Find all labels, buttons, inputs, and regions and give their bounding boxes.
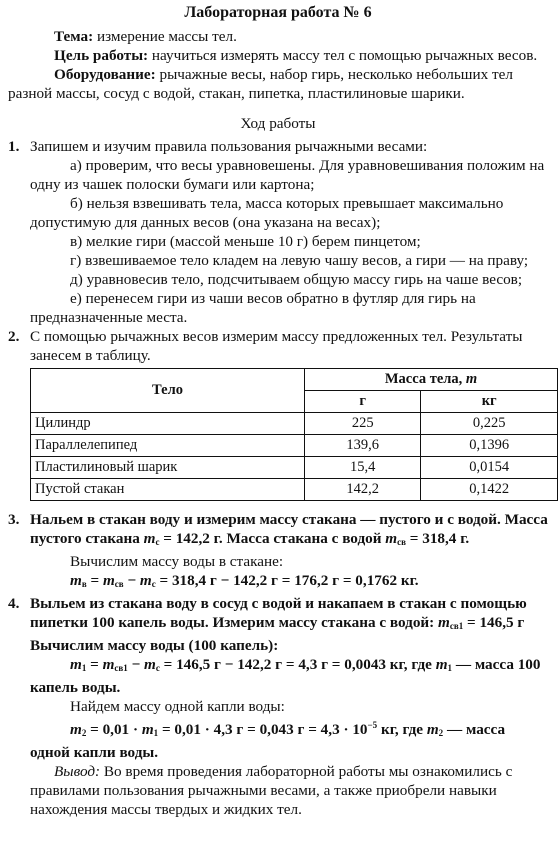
table-row: [31, 413, 558, 435]
cell-mass-kg: 0,1422: [421, 479, 558, 501]
step-2-number: 2.: [8, 328, 20, 345]
theme-text: измерение массы тел.: [93, 28, 237, 45]
table-row: [31, 479, 558, 501]
cell-mass-kg: 0,0154: [421, 457, 558, 479]
step-1-number: 1.: [8, 138, 20, 155]
step-4-formula-2-c: кг, где: [377, 721, 427, 738]
cell-mass-g: 15,4: [305, 457, 421, 479]
step-2: [8, 327, 548, 365]
worksheet-page: [0, 3, 558, 855]
step-1-text: Запишем и изучим правила пользования рычажными весами:: [30, 138, 428, 155]
step-2-text: С помощью рычажных весов измерим массу предложенных тел. Результаты занесем в таблицу.: [30, 328, 523, 364]
step-3-intro: Нальем в стакан воду и измерим массу стакана — пустого и с водой.: [30, 511, 501, 528]
step-3-text: Нальем в стакан воду и измерим массу стакана — пустого и с водой. Масса пустого стакана mс = 142,2 г. Масса стакана с водой mсв = 318,4 г.: [30, 511, 548, 547]
progress-heading: Ход работы: [240, 115, 316, 132]
header-unit-kg: кг: [421, 391, 558, 413]
rule-f: е) перенесем гири из чаши весов обратно в футляр для гирь на предназначенные места.: [30, 290, 476, 326]
step-4-formula-2-end: — масса одной капли воды.: [30, 721, 506, 761]
step-3: [8, 510, 548, 594]
header-mass: [305, 369, 558, 391]
step-4-formula-2: m2 = 0,01 · m1 = 0,01 · 4,3 г = 0,043 $г = 4,3 \cdot 10^{-5}$ кг, где m2 — масса одной капли воды.: [30, 720, 506, 761]
step-3-number: 3.: [8, 511, 20, 528]
conclusion-text: Во время проведения лабораторной работы мы ознакомились с правилами пользования рычажными весами, а также приобрели навыки нахождения массы твердых и жидких тел.: [30, 763, 513, 818]
header-body: Тело: [31, 369, 305, 413]
table-row: [31, 435, 558, 457]
step-4-find: Найдем массу одной капли воды:: [70, 698, 285, 715]
goal-text: научиться измерять массу тел с помощью рычажных весов.: [148, 47, 538, 64]
rule-b: б) нельзя взвешивать тела, масса которых превышает максимально допустимую для данных весов (она указана на весах);: [30, 195, 504, 231]
cell-mass-kg: 0,225: [421, 413, 558, 435]
step-3-formula: mв = mсв − mс = 318,4 г − 142,2 г = 176,2 г = 0,1762 кг.: [70, 572, 419, 589]
cell-body-name: Параллелепипед: [31, 435, 305, 457]
step-4-text: Выльем из стакана воду в сосуд с водой и накапаем в стакан с помощью пипетки 100 капель воды. Измерим массу стакана с водой: mсв1 = 146,5 г: [30, 595, 527, 631]
goal-label: Цель работы:: [54, 47, 149, 64]
cell-mass-g: 139,6: [305, 435, 421, 457]
cell-mass-g: 225: [305, 413, 421, 435]
cell-mass-g: 142,2: [305, 479, 421, 501]
cell-mass-kg: 0,1396: [421, 435, 558, 457]
step-4-formula-2-b: = 0,01 · 4,3 г = 0,043 г = 4,3 · 10: [158, 721, 368, 738]
step-4-formula-1-text: = 146,5 г − 142,2 г = 4,3 г = 0,0043 кг, где: [159, 656, 436, 673]
header-mass-var: m: [465, 371, 478, 387]
step-4-calc: [30, 636, 548, 655]
theme-line: [8, 27, 548, 46]
mass-table: [30, 368, 558, 501]
step-4-text-a: Выльем из стакана воду в сосуд с водой и накапаем в стакан с помощью пипетки 100 капель воды. Измерим массу стакана с водой:: [30, 595, 527, 631]
step-4-number: 4.: [8, 595, 20, 612]
rule-a: а) проверим, что весы уравновешены. Для уравновешивания положим на одну из чашек полоски бумаги или картона;: [30, 157, 545, 193]
goal-line: [8, 46, 548, 65]
step-1: [8, 137, 548, 327]
table-header-row: [31, 369, 558, 391]
step-4-formula-2-a: = 0,01 ·: [86, 721, 142, 738]
step-4-calc-text: Вычислим массу воды (100 капель):: [30, 637, 279, 654]
step-3-mass-b: = 142,2 г. Масса стакана с водой: [159, 530, 386, 547]
cell-body-name: Цилиндр: [31, 413, 305, 435]
step-3-calc: Вычислим массу воды в стакане:: [70, 553, 284, 570]
theme-label: Тема:: [54, 28, 94, 45]
page-title: Лабораторная работа № 6: [184, 4, 372, 21]
step-3-formula-text: = 318,4 г − 142,2 г = 176,2 г = 0,1762 кг.: [155, 572, 419, 589]
cell-body-name: Пластилиновый шарик: [31, 457, 305, 479]
step-4-formula-1: m1 = mсв1 − mс = 146,5 г − 142,2 г = 4,3 г = 0,0043 кг, где m1 — масса 100 капель воды.: [30, 656, 541, 696]
conclusion: [8, 762, 548, 819]
cell-body-name: Пустой стакан: [31, 479, 305, 501]
header-unit-g: г: [305, 391, 421, 413]
step-4: [8, 594, 548, 762]
equipment-line: [8, 65, 548, 103]
conclusion-label: Вывод:: [54, 763, 101, 780]
rule-e: д) уравновесив тело, подсчитываем общую массу гирь на чаше весов;: [70, 271, 523, 288]
step-4-formula-1-end: — масса 100 капель воды.: [30, 656, 541, 696]
rule-c: в) мелкие гири (массой меньше 10 г) берем пинцетом;: [70, 233, 421, 250]
step-4-formula-2-exp: −5: [367, 720, 378, 730]
step-3-mass-c: = 318,4 г.: [405, 530, 470, 547]
rule-d: г) взвешиваемое тело кладем на левую чашу весов, а гири — на праву;: [70, 252, 529, 269]
equipment-label: Оборудование:: [54, 66, 156, 83]
step-3-mass-a: Масса пустого стакана: [30, 511, 548, 547]
table-row: [31, 457, 558, 479]
step-4-text-b: = 146,5 г: [463, 614, 525, 631]
header-mass-label: Масса тела,: [384, 371, 466, 387]
equipment-text: рычажные весы, набор гирь, несколько небольших тел разной массы, сосуд с водой, стакан, пипетка, пластилиновые шарики.: [8, 66, 513, 102]
